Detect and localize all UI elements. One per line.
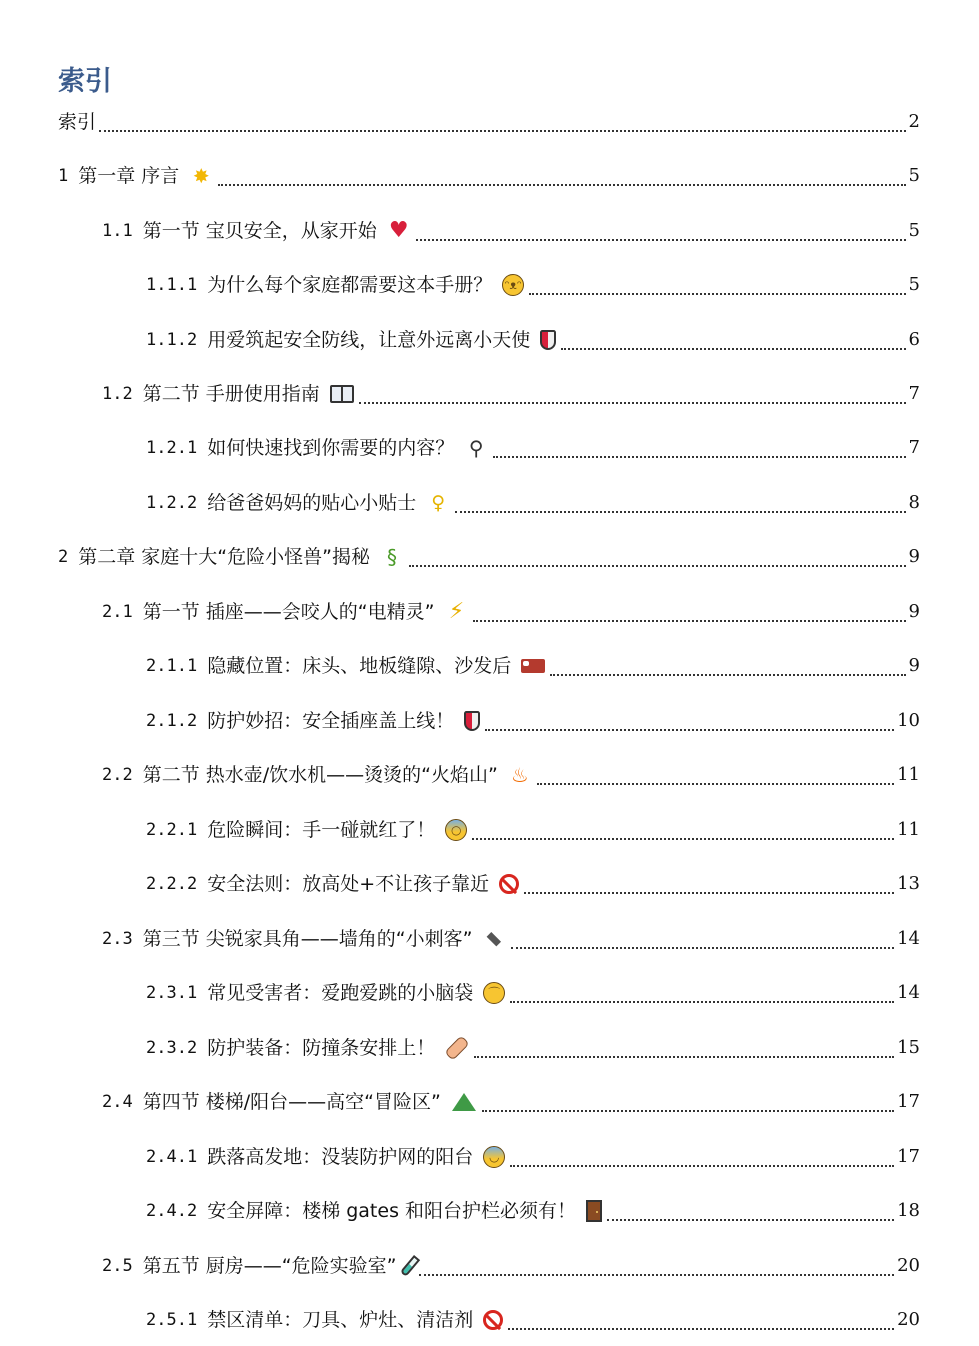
toc-entry-title: 第五节 厨房——“危险实验室” <box>142 1255 397 1277</box>
toc-entry-title: 危险瞬间：手一碰就红了！ <box>207 819 436 841</box>
toc-entry[interactable] <box>102 1250 920 1282</box>
toc-entry-title: 第二节 手册使用指南 <box>142 383 320 405</box>
toc-entry[interactable] <box>146 977 920 1009</box>
toc-entry-number: 1.1.1 <box>146 275 198 295</box>
bed-icon <box>521 659 545 673</box>
toc-entry[interactable] <box>102 759 920 791</box>
toc-leader-dots <box>508 1327 894 1330</box>
toc-entry-title: 常见受害者：爱跑爱跳的小脑袋 <box>207 982 474 1004</box>
toc-leader-dots <box>419 1273 894 1276</box>
shield-icon <box>464 711 480 731</box>
toc-leader-dots <box>218 183 905 186</box>
toc-entry-page-number: 11 <box>897 819 920 840</box>
toc-leader-dots <box>482 1109 894 1112</box>
sparkle-icon: ✸ <box>192 164 210 188</box>
scream-face-icon: ○ <box>445 819 467 841</box>
toc-entry-number: 2.4.2 <box>146 1201 198 1221</box>
toc-entry-number: 2.2.1 <box>146 820 198 840</box>
toc-entry-number: 2.1.1 <box>146 656 198 676</box>
toc-entry[interactable] <box>146 814 920 846</box>
toc-entry[interactable] <box>146 1141 920 1173</box>
page-title: 索引 <box>58 66 112 97</box>
toc-entry-page-number: 5 <box>908 165 920 186</box>
toc-entry[interactable] <box>102 596 920 628</box>
toc-entry-page-number: 20 <box>897 1255 920 1276</box>
toc-entry[interactable] <box>146 1195 920 1227</box>
shield-icon <box>540 330 556 350</box>
toc-leader-dots <box>607 1218 894 1221</box>
toc-entry[interactable] <box>146 487 920 519</box>
toc-entry-title: 给爸爸妈妈的贴心小贴士 <box>207 492 417 514</box>
toc-entry-page-number: 17 <box>897 1146 920 1167</box>
toc-entry[interactable] <box>146 705 920 737</box>
toc-leader-dots <box>524 891 894 894</box>
magnifier-icon: ⚲ <box>468 436 484 460</box>
toc-entry-number: 1 <box>58 166 69 186</box>
knife-icon: ▬ <box>481 925 509 953</box>
toc-entry-page-number: 8 <box>908 492 920 513</box>
toc-entry-number: 2.4.1 <box>146 1147 198 1167</box>
mountain-icon <box>451 1093 477 1111</box>
toc-entry-page-number: 17 <box>897 1091 920 1112</box>
toc-entry-page-number: 7 <box>908 437 920 458</box>
toc-entry-title: 安全法则：放高处+不让孩子靠近 <box>207 873 490 895</box>
toc-entry[interactable] <box>102 1086 920 1118</box>
lightbulb-icon: ♀ <box>431 492 446 514</box>
toc-entry-number: 2.1 <box>102 602 133 622</box>
toc-entry-number: 2.5 <box>102 1256 133 1276</box>
no-entry-icon <box>483 1310 503 1330</box>
toc-entry-title: 索引 <box>58 111 97 133</box>
toc-entry-number: 2.1.2 <box>146 711 198 731</box>
toc-entry[interactable] <box>146 432 920 464</box>
door-icon <box>586 1200 602 1222</box>
toc-entry-title: 隐藏位置：床头、地板缝隙、沙发后 <box>207 655 512 677</box>
toc-entry[interactable] <box>102 215 920 247</box>
toc-leader-dots <box>99 129 906 132</box>
toc-entry[interactable] <box>146 324 920 356</box>
toc-entry-title: 第三节 尖锐家具角——墙角的“小刺客” <box>142 928 473 950</box>
toc-entry-number: 2.2.2 <box>146 874 198 894</box>
toc-leader-dots <box>511 946 894 949</box>
toc-entry-title: 防护妙招：安全插座盖上线！ <box>207 710 455 732</box>
lightning-icon: ⚡ <box>448 599 465 624</box>
toc-entry-title: 禁区清单：刀具、炉灶、清洁剂 <box>207 1309 474 1331</box>
toc-entry-page-number: 20 <box>897 1309 920 1330</box>
toc-leader-dots <box>510 1164 894 1167</box>
toc-entry-page-number: 9 <box>908 601 920 622</box>
fire-icon: ♨ <box>510 763 529 787</box>
toc-entry-title: 跌落高发地：没装防护网的阳台 <box>207 1146 474 1168</box>
toc-entry-page-number: 5 <box>908 274 920 295</box>
toc-entry-title: 安全屏障：楼梯 gates 和阳台护栏必须有！ <box>207 1200 577 1222</box>
toc-entry-number: 2.2 <box>102 765 133 785</box>
toc-entry-page-number: 9 <box>908 655 920 676</box>
toc-entry-title: 第四节 楼梯/阳台——高空“冒险区” <box>142 1091 441 1113</box>
toc-entry-page-number: 18 <box>897 1200 920 1221</box>
toc-entry-title: 第一节 插座——会咬人的“电精灵” <box>142 601 435 623</box>
toc-entry[interactable] <box>102 378 920 410</box>
toc-leader-dots <box>473 619 905 622</box>
toc-entry[interactable] <box>58 541 920 573</box>
toc-entry[interactable] <box>146 269 920 301</box>
toc-leader-dots <box>550 673 905 676</box>
toc-entry-page-number: 14 <box>897 928 920 949</box>
toc-entry-number: 2.3 <box>102 929 133 949</box>
test-tube-icon <box>400 1255 420 1277</box>
heart-icon: ♥ <box>388 218 409 243</box>
toc-entry-number: 2 <box>58 547 69 567</box>
toc-leader-dots <box>561 347 905 350</box>
fearful-face-icon: ◡ <box>483 1146 505 1168</box>
toc-entry-number: 1.1.2 <box>146 330 198 350</box>
toc-entry-page-number: 15 <box>897 1037 920 1058</box>
toc-entry[interactable] <box>58 160 920 192</box>
toc-entry-title: 用爱筑起安全防线，让意外远离小天使 <box>207 329 531 351</box>
toc-entry-number: 1.2.1 <box>146 438 198 458</box>
toc-entry-number: 1.1 <box>102 221 133 241</box>
toc-entry-title: 为什么每个家庭都需要这本手册？ <box>207 274 493 296</box>
toc-entry-number: 2.3.1 <box>146 983 198 1003</box>
toc-leader-dots <box>510 1000 894 1003</box>
toc-entry-page-number: 13 <box>897 873 920 894</box>
toc-leader-dots <box>416 238 906 241</box>
toc-entry-page-number: 6 <box>908 329 920 350</box>
bandage-icon <box>444 1035 469 1060</box>
toc-leader-dots <box>474 1055 894 1058</box>
toc-entry-number: 2.4 <box>102 1092 133 1112</box>
toc-entry-number: 1.2.2 <box>146 493 198 513</box>
toc-entry-page-number: 5 <box>908 220 920 241</box>
toc-leader-dots <box>409 564 906 567</box>
toc-entry-title: 第一节 宝贝安全，从家开始 <box>142 220 377 242</box>
toc-leader-dots <box>472 837 894 840</box>
toc-leader-dots <box>529 292 905 295</box>
toc-entry[interactable] <box>146 650 920 682</box>
baby-face-icon: ᵔᴥᵔ <box>502 274 524 296</box>
toc-entry-page-number: 2 <box>908 111 920 132</box>
sad-face-icon: ⌒ <box>483 982 505 1004</box>
toc-leader-dots <box>359 401 906 404</box>
toc-entry-number: 1.2 <box>102 384 133 404</box>
toc-entry[interactable] <box>146 1304 920 1336</box>
toc-entry-page-number: 9 <box>908 546 920 567</box>
toc-entry-title: 第二节 热水壶/饮水机——烫烫的“火焰山” <box>142 764 498 786</box>
toc-entry-page-number: 10 <box>897 710 920 731</box>
toc-entry-title: 第二章 家庭十大“危险小怪兽”揭秘 <box>78 546 370 568</box>
toc-entry[interactable] <box>146 868 920 900</box>
no-entry-icon <box>499 874 519 894</box>
toc-entry[interactable] <box>102 923 920 955</box>
toc-leader-dots <box>493 455 905 458</box>
toc-leader-dots <box>485 728 894 731</box>
toc-entry-number: 2.3.2 <box>146 1038 198 1058</box>
toc-entry-page-number: 11 <box>897 764 920 785</box>
toc-entry-title: 第一章 序言 <box>78 165 180 187</box>
toc-leader-dots <box>455 510 905 513</box>
book-icon <box>330 385 354 403</box>
toc-entry[interactable] <box>58 106 920 138</box>
toc-entry-title: 防护装备：防撞条安排上！ <box>207 1037 436 1059</box>
toc-entry-number: 2.5.1 <box>146 1310 198 1330</box>
toc-entry-page-number: 14 <box>897 982 920 1003</box>
toc-entry[interactable] <box>146 1032 920 1064</box>
toc-entry-page-number: 7 <box>908 383 920 404</box>
toc-entry-title: 如何快速找到你需要的内容？ <box>207 437 455 459</box>
toc-leader-dots <box>537 782 894 785</box>
dragon-icon: § <box>386 545 397 569</box>
